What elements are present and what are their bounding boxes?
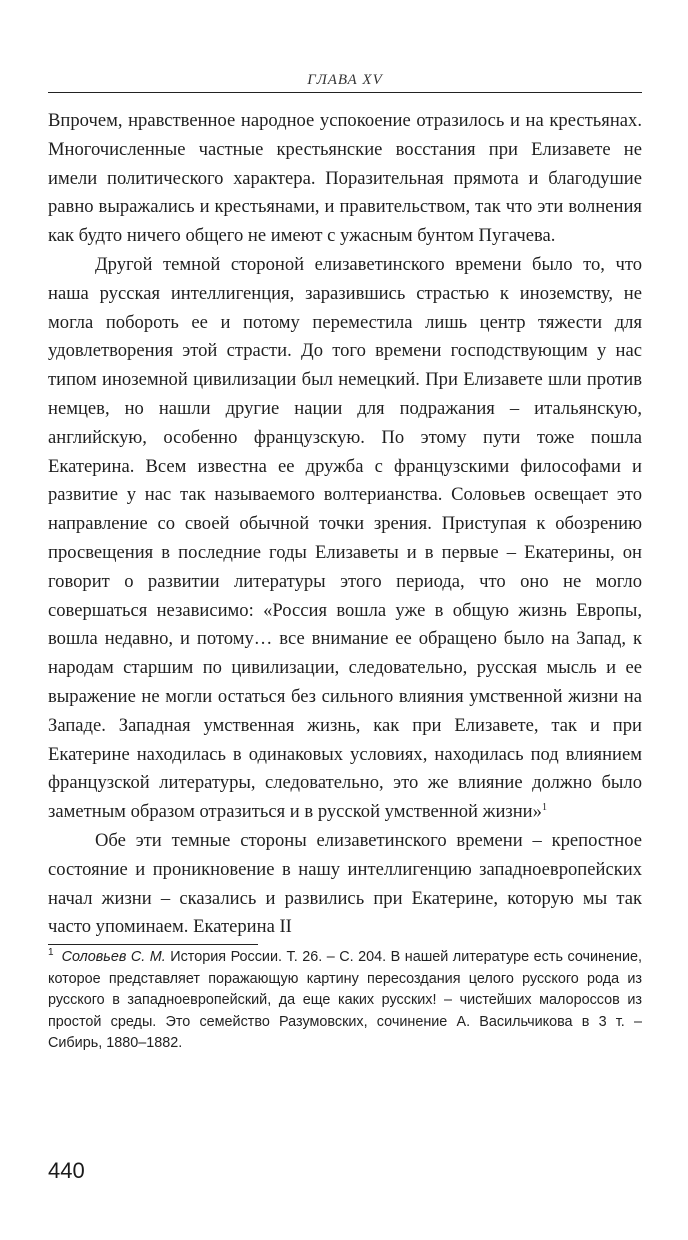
page-number: 440 bbox=[48, 1158, 85, 1183]
footnote-divider bbox=[48, 944, 258, 945]
paragraph-3: Обе эти темные стороны елизаветинского времени – крепостное состояние и проникновение в нашу интеллигенцию западноевропейских начал жизни – сказались и развились при Екатерине, которую мы так часто упоминаем. Екатерина II bbox=[48, 829, 642, 938]
book-page bbox=[48, 70, 642, 1055]
footnote-author: Соловьев С. М. bbox=[61, 949, 166, 966]
footnote-text: История России. Т. 26. – С. 204. В нашей литературе есть сочинение, которое представляет поражающую картину пересоздания целого русского рода из русского в западноевропейский, да еще каких русских! – чистейших малороссов из простой среды. Это семейство Разумовских, сочинение А. Васильчикова в 3 т. – Сибирь, 1880–1882. bbox=[48, 949, 642, 1052]
footnote bbox=[48, 947, 642, 1055]
running-header: ГЛАВА XV bbox=[48, 70, 642, 93]
paragraph-1: Впрочем, нравственное народное успокоение отразилось и на крестьянах. Многочисленные частные крестьянские восстания при Елизавете не имели политического характера. Поразительная прямота и благодушие равно выражались и крестьянами, и правительством, так что эти волнения как будто ничего общего не имеют с ужасным бунтом Пугачева. bbox=[48, 110, 642, 247]
footnote-mark: 1 bbox=[48, 947, 54, 959]
paragraph-2-text: Другой темной стороной елизаветинского времени было то, что наша русская интеллигенция, заразившись страстью к иноземству, не могла побороть ее и потому переместила лишь центр тяжести для удовлетворения этой страсти. До того времени господствующим у нас типом иноземной цивилизации был немецкий. При Елизавете шли против немцев, но нашли другие нации для подражания – итальянскую, английскую, особенно французскую. По этому пути тоже пошла Екатерина. Всем известна ее дружба с французскими философами и развитие у нас так называемого волтерианства. Соловьев освещает это направление со своей обычной точки зрения. Приступая к обозрению просвещения в последние годы Елизаветы и в первые – Екатерины, он говорит о развитии литературы этого периода, что оно не могло совершаться независимо: «Россия вошла уже в общую жизнь Европы, вошла недавно, и потому… все внимание ее обращено было на Запад, к народам старшим по цивилизации, следовательно, русская мысль и ее выражение не могли остаться без сильного влияния умственной жизни на Западе. Западная умственная жизнь, как при Елизавете, так и при Екатерине находилась в одинаковых условиях, находилась под влиянием французской литературы, следовательно, это же влияние должно было заметным образом отразиться и в русской умственной жизни» bbox=[48, 253, 642, 823]
body-text bbox=[48, 107, 642, 942]
footnote-reference: 1 bbox=[541, 801, 547, 813]
paragraph-2 bbox=[48, 251, 642, 827]
